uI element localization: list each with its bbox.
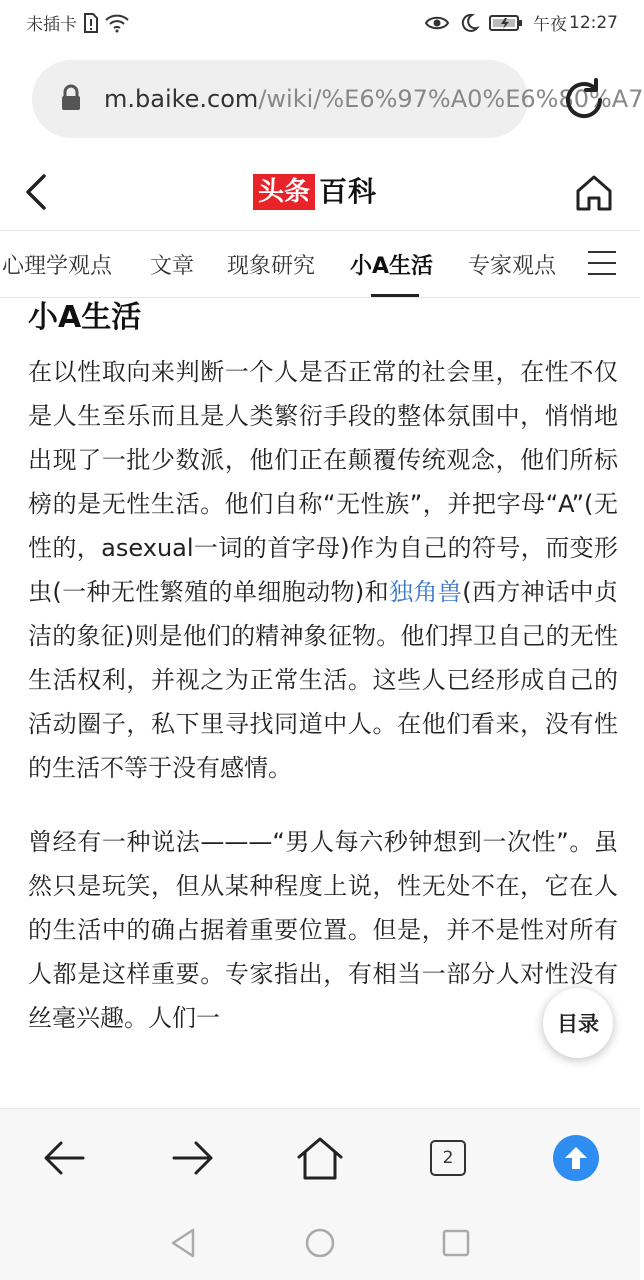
tab-expert-views[interactable]: 专家观点 [468, 254, 557, 279]
tabs-button[interactable] [421, 1131, 475, 1185]
tab-psychology-views[interactable]: 心理学观点 [2, 254, 113, 279]
nav-home-button[interactable] [303, 1226, 337, 1260]
arrow-left-icon [41, 1138, 87, 1178]
paragraph-2: 曾经有一种说法———“男人每六秒钟想到一次性”。虽然只是玩笑，但从某种程度上说，性无处不在，它在人的生活中的确占据着重要位置。但是，并不是性对所有人都是这样重要。专家指出，有相当一部分人对性没有丝毫兴趣。人们一 [28, 828, 618, 1032]
url-path: /wiki/%E6%97%A0%E6%80%A7 [258, 85, 644, 113]
paragraph-1-text-b: (西方神话中贞洁的象征)则是他们的精神象征物。他们捍卫自己的无性生活权利，并视之为正常生活。这些人已经形成自己的活动圈子，私下里寻找同道中人。在他们看来，没有性的生活不等于没有感情。 [28, 578, 618, 782]
active-tab-indicator [371, 294, 419, 297]
section-title: 小A生活 [28, 300, 142, 335]
nav-recents-button[interactable] [439, 1226, 473, 1260]
logo-part2: 百科 [319, 175, 378, 208]
time-period: 午夜 [533, 15, 567, 35]
nav-back-button[interactable] [166, 1226, 200, 1260]
reload-icon [558, 74, 610, 126]
url-host: m.baike.com [104, 85, 259, 113]
paragraph-1-text-a: 在以性取向来判断一个人是否正常的社会里，在性不仅是人生至乐而且是人类繁衍手段的整体氛围中，悄悄地出现了一批少数派，他们正在颠覆传统观念，他们所标榜的是无性生活。他们自称“无性族”，并把字母“A”(无性的，asexual一词的首字母)作为自己的符号，而变形虫(一种无性繁殖的单细胞动物)和 [28, 358, 618, 606]
browser-back-button[interactable] [37, 1131, 91, 1185]
home-icon [295, 1135, 345, 1181]
lock-icon [60, 84, 82, 116]
paragraph-1 [28, 350, 618, 790]
menu-icon[interactable] [588, 251, 616, 277]
wifi-icon [105, 13, 129, 33]
back-button[interactable] [18, 170, 58, 214]
unicorn-link[interactable]: 独角兽 [389, 578, 463, 606]
status-left [26, 10, 129, 35]
battery-charging-icon [489, 14, 523, 32]
circle-home-icon [304, 1227, 336, 1259]
home-button[interactable] [573, 172, 615, 214]
chevron-left-icon [18, 170, 58, 214]
status-right [425, 10, 618, 35]
article-content [28, 298, 618, 1040]
tab-articles[interactable]: 文章 [150, 254, 195, 279]
upload-button[interactable] [549, 1131, 603, 1185]
browser-forward-button[interactable] [166, 1131, 220, 1185]
browser-home-button[interactable] [293, 1131, 347, 1185]
square-recents-icon [441, 1228, 471, 1258]
clock: 12:27 [569, 12, 618, 33]
system-nav-bar [0, 1206, 640, 1280]
arrow-right-icon [170, 1138, 216, 1178]
arrow-up-icon [553, 1135, 599, 1181]
sim-alert-icon [83, 13, 99, 33]
tab-phenomenon-research[interactable]: 现象研究 [227, 254, 316, 279]
tab-count: 2 [430, 1140, 466, 1176]
triangle-back-icon [168, 1227, 198, 1259]
reload-button[interactable] [558, 74, 610, 126]
eye-comfort-icon [425, 14, 449, 32]
address-bar[interactable] [32, 60, 644, 138]
tab-asexual-life[interactable]: 小A生活 [350, 254, 434, 279]
status-bar [0, 0, 640, 44]
url-text[interactable] [104, 80, 644, 118]
app-header [0, 150, 640, 231]
carrier-label: 未插卡 [26, 15, 77, 35]
moon-icon [459, 13, 479, 33]
browser-toolbar [0, 1108, 640, 1207]
section-tabs [0, 231, 640, 298]
toutiao-baike-logo [253, 172, 377, 212]
logo-part1: 头条 [253, 174, 315, 210]
toc-button[interactable]: 目录 [543, 988, 613, 1058]
home-icon [573, 172, 615, 214]
